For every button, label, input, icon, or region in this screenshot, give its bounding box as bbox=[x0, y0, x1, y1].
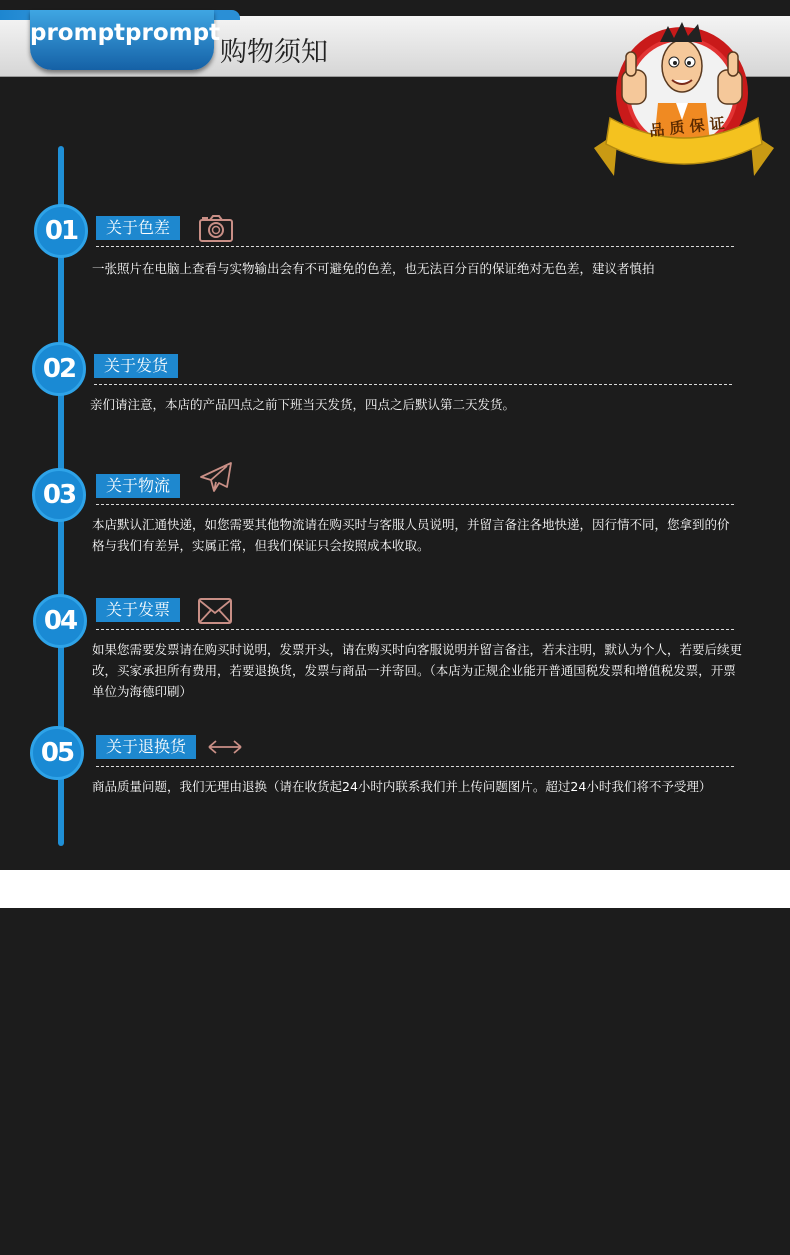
badge-text: 品 质 保 证 bbox=[648, 114, 726, 140]
envelope-icon bbox=[197, 597, 233, 625]
section-text-color: 一张照片在电脑上查看与实物输出会有不可避免的色差，也无法百分百的保证绝对无色差，建议者慎拍 bbox=[92, 261, 655, 276]
brand-logo-text: promptprompt bbox=[30, 20, 221, 46]
section-divider bbox=[96, 504, 734, 505]
section-label-color: 关于色差 bbox=[96, 216, 180, 240]
section-number-04: 04 bbox=[33, 594, 87, 648]
section-text-returns: 商品质量问题，我们无理由退换（请在收货起24小时内联系我们并上传问题图片。超过24小时我们将不予受理） bbox=[92, 779, 712, 794]
exchange-arrow-icon bbox=[206, 738, 244, 756]
section-text-shipping: 亲们请注意，本店的产品四点之前下班当天发货，四点之后默认第二天发货。 bbox=[90, 397, 516, 412]
section-label-returns: 关于退换货 bbox=[96, 735, 196, 759]
section-number-02: 02 bbox=[32, 342, 86, 396]
section-number-05: 05 bbox=[30, 726, 84, 780]
section-divider bbox=[96, 246, 734, 247]
camera-icon bbox=[198, 213, 234, 243]
page-title: 购物须知 bbox=[220, 37, 328, 68]
quality-guarantee-badge bbox=[590, 8, 780, 188]
section-number-03: 03 bbox=[32, 468, 86, 522]
brand-ribbon-right bbox=[212, 10, 240, 20]
brand-ribbon-left bbox=[0, 10, 34, 20]
section-number-01: 01 bbox=[34, 204, 88, 258]
section-divider bbox=[94, 384, 732, 385]
airplane-icon bbox=[198, 460, 234, 494]
section-text-logistics: 本店默认汇通快递，如您需要其他物流请在购买时与客服人员说明，并留言备注各地快递，因行情不同，您拿到的价格与我们有差异，实属正常，但我们保证只会按照成本收取。 bbox=[92, 517, 730, 553]
section-label-shipping: 关于发货 bbox=[94, 354, 178, 378]
section-text-invoice: 如果您需要发票请在购买时说明，发票开头，请在购买时向客服说明并留言备注，若未注明，默认为个人，若要后续更改，买家承担所有费用，若要退换货，发票与商品一并寄回。（本店为正规企业能开普通国税发票和增值税发票，开票单位为海德印刷） bbox=[92, 642, 743, 699]
section-divider bbox=[96, 629, 734, 630]
white-separator-band bbox=[0, 870, 790, 908]
section-divider bbox=[96, 766, 734, 767]
section-label-invoice: 关于发票 bbox=[96, 598, 180, 622]
section-label-logistics: 关于物流 bbox=[96, 474, 180, 498]
